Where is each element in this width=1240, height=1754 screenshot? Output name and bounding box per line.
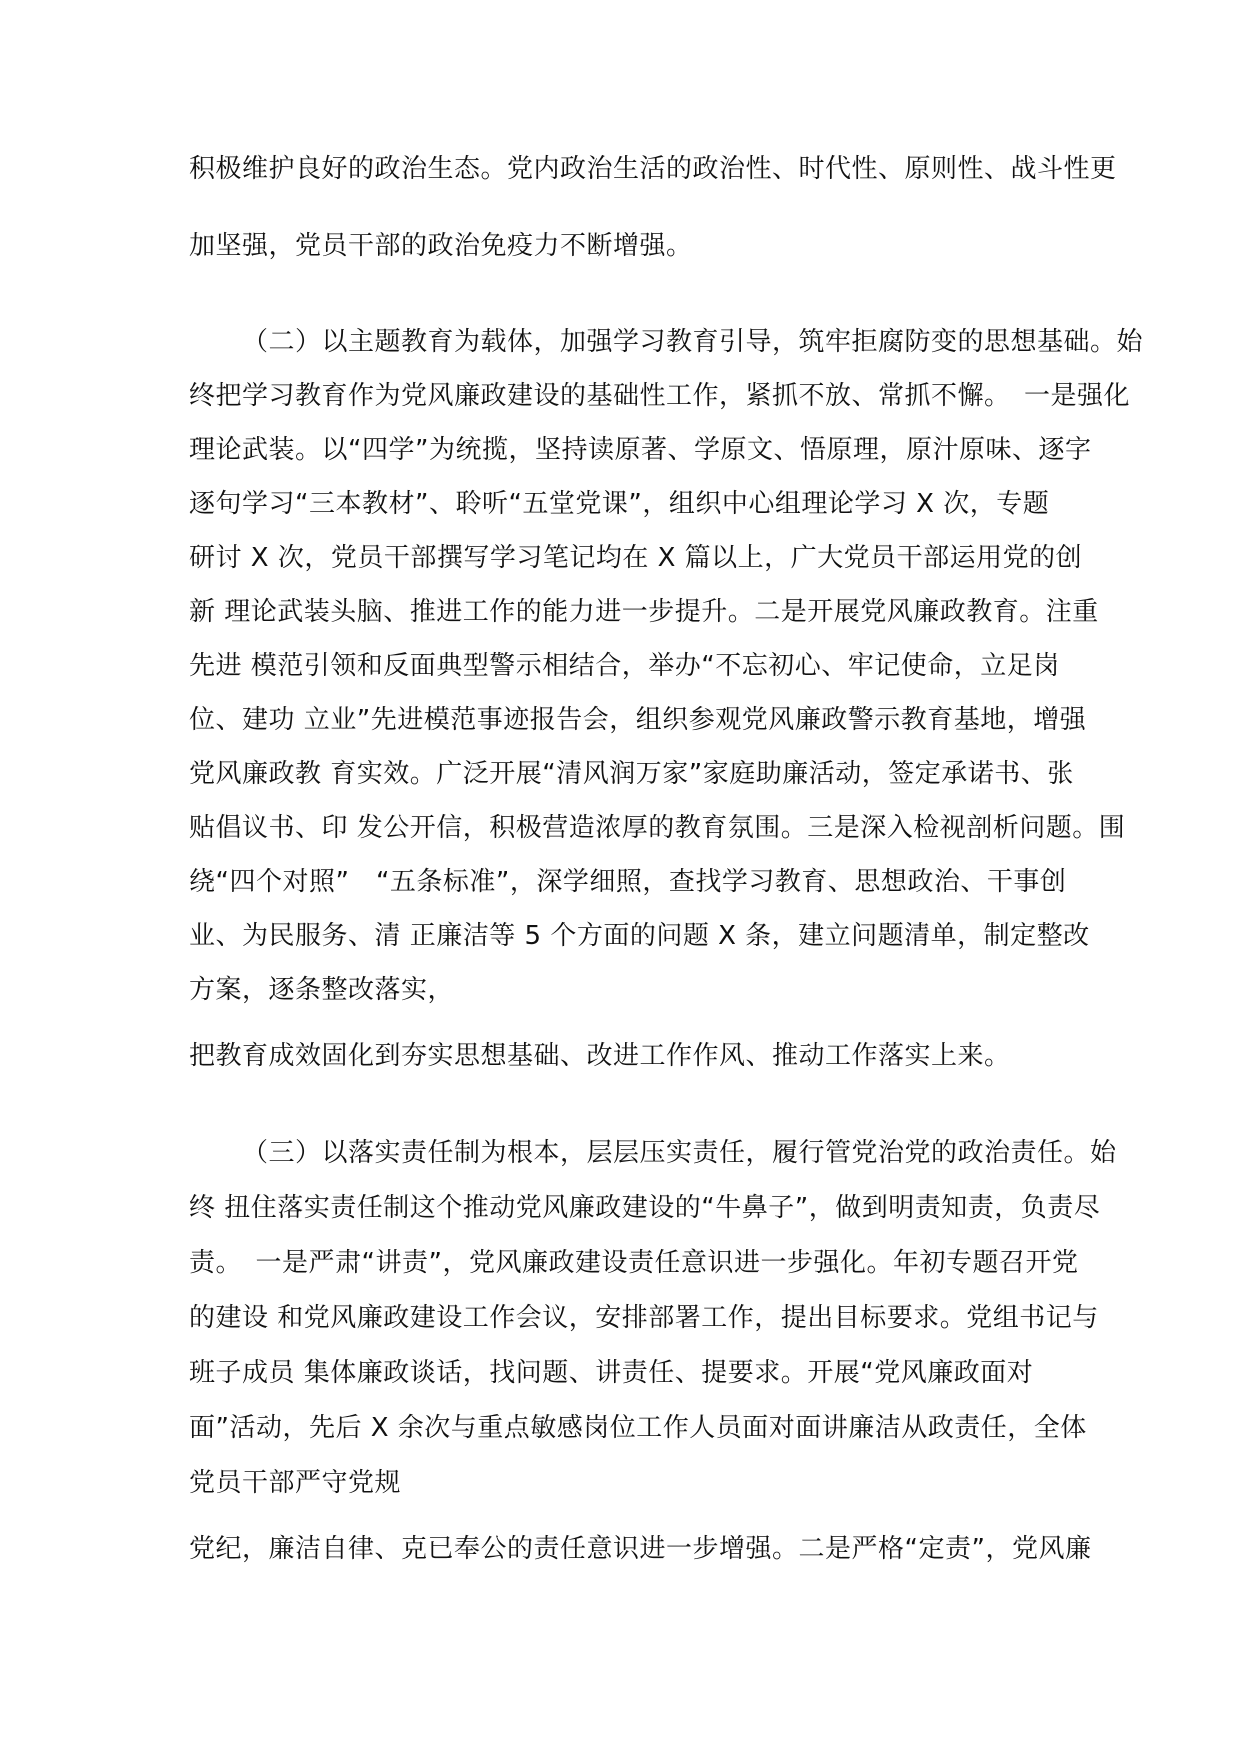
text-line: 把教育成效固化到夯实思想基础、改进工作作风、推动工作落实上来。 (189, 1041, 1011, 1071)
text-line: 的建设 和党风廉政建设工作会议，安排部署工作，提出目标要求。党组书记与 (189, 1303, 1099, 1333)
text-line: 面”活动，先后 X 余次与重点敏感岗位工作人员面对面讲廉洁从政责任，全体 (189, 1413, 1087, 1443)
text-line: 逐句学习“三本教材”、聆听“五堂党课”，组织中心组理论学习 X 次，专题 (189, 489, 1050, 519)
text-line: 终把学习教育作为党风廉政建设的基础性工作，紧抓不放、常抓不懈。 一是强化 (189, 381, 1131, 411)
text-line: 绕“四个对照” “五条标准”，深学细照，查找学习教育、思想政治、干事创 (189, 867, 1067, 897)
text-line: （二）以主题教育为载体，加强学习教育引导，筑牢拒腐防变的思想基础。始 (242, 327, 1144, 357)
text-line: 方案，逐条整改落实， (189, 975, 455, 1005)
text-line: （三）以落实责任制为根本，层层压实责任，履行管党治党的政治责任。始 (242, 1138, 1117, 1168)
text-line: 积极维护良好的政治生态。党内政治生活的政治性、时代性、原则性、战斗性更 (189, 154, 1117, 184)
text-line: 新 理论武装头脑、推进工作的能力进一步提升。二是开展党风廉政教育。注重 (189, 597, 1099, 627)
text-line: 业、为民服务、清 正廉洁等 5 个方面的问题 X 条，建立问题清单，制定整改 (189, 921, 1090, 951)
text-line: 党纪，廉洁自律、克已奉公的责任意识进一步增强。二是严格“定责”，党风廉 (189, 1534, 1092, 1564)
text-line: 党员干部严守党规 (189, 1468, 402, 1498)
text-line: 理论武装。以“四学”为统揽，坚持读原著、学原文、悟原理，原汁原味、逐字 (189, 435, 1092, 465)
text-line: 研讨 X 次，党员干部撰写学习笔记均在 X 篇以上，广大党员干部运用党的创 (189, 543, 1083, 573)
text-line: 加坚强，党员干部的政治免疫力不断增强。 (189, 231, 693, 261)
text-line: 班子成员 集体廉政谈话，找问题、讲责任、提要求。开展“党风廉政面对 (189, 1358, 1034, 1388)
text-line: 先进 模范引领和反面典型警示相结合，举办“不忘初心、牢记使命，立足岗 (189, 651, 1060, 681)
text-line: 贴倡议书、印 发公开信，积极营造浓厚的教育氛围。三是深入检视剖析问题。围 (189, 813, 1126, 843)
text-line: 党风廉政教 育实效。广泛开展“清风润万家”家庭助廉活动，签定承诺书、张 (189, 759, 1074, 789)
text-line: 位、建功 立业”先进模范事迹报告会，组织参观党风廉政警示教育基地，增强 (189, 705, 1087, 735)
text-line: 终 扭住落实责任制这个推动党风廉政建设的“牛鼻子”，做到明责知责，负责尽 (189, 1193, 1101, 1223)
text-line: 责。 一是严肃“讲责”，党风廉政建设责任意识进一步强化。年初专题召开党 (189, 1248, 1079, 1278)
